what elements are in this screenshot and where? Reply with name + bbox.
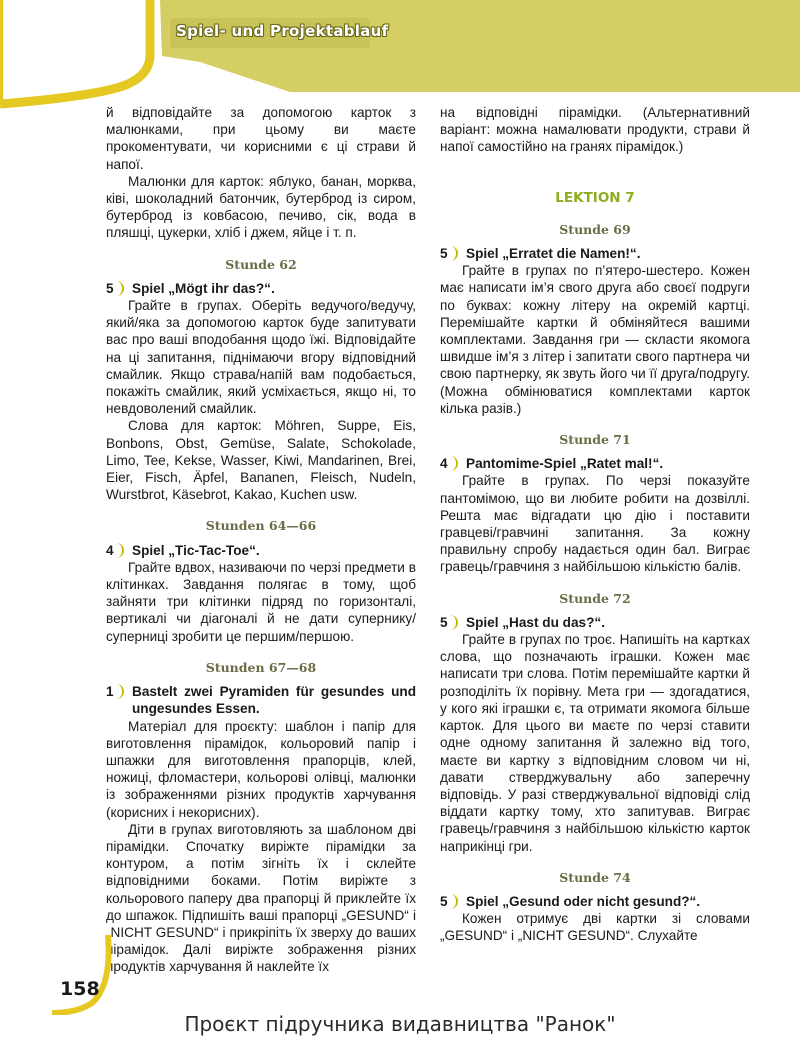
stunde-heading: Stunden 67—68 (205, 659, 317, 675)
task-title: Spiel „Hast du das?“. (466, 614, 605, 630)
paragraph: Кожен отримує дві картки зі словами „GESUND“ і „NICHT GESUND“. Слухайте (440, 911, 750, 944)
task-number: 5 (440, 245, 456, 262)
stunde-heading: Stunde 69 (559, 221, 631, 237)
page-number: 158 (60, 978, 100, 1000)
task-title: Spiel „Gesund oder nicht gesund?“. (466, 893, 701, 909)
left-column (106, 104, 416, 976)
task-number: 1 (106, 683, 122, 700)
paragraph: Грайте в групах. Оберіть ведучого/ведучу, який/яка за допомогою карток буде запитувати вас про ваші вподобання щодо їжі. Відповідайте на ці запитання, піднімаючи вгору відповідний смайлик. Якщо страва/напій вам подобається, покажіть смайлик, який усміхається, якщо ні, то невдоволений смайлик. (106, 298, 416, 417)
stunde-heading: Stunde 71 (559, 432, 631, 448)
paragraph: Слова для карток: Möhren, Suppe, Eis, Bonbons, Obst, Gemüse, Salate, Schokolade, Limo, Tee, Kekse, Wasser, Kiwi, Mandarinen, Brei, Eier, Fisch, Äpfel, Bananen, Fleisch, Nudeln, Wurstbrot, Käsebrot, Kakao, Kuchen usw. (106, 418, 416, 503)
paragraph: Діти в групах виготовляють за шаблоном дві пірамідки. Спочатку виріжте пірамідки за контуром, а потім зігніть їх і склейте відповідними боками. Потім виріжте з кольорового паперу два прапорці й приклейте їх до шпажок. Підпишіть ваші прапорці „GESUND“ і „NICHT GESUND“ і прикріпіть їх зверху до ваших пірамідок. Далі виріжте зображення різних продуктів харчування й наклейте їх (106, 821, 416, 975)
task-title: Spiel „Erratet die Namen!“. (466, 246, 641, 262)
paragraph: на відповідні пірамідки. (Альтернативний варіант: можна намалювати продукти, страви й напої самостійно на гранях пірамідок.) (440, 105, 750, 155)
header-title: Spiel- und Projektablauf (176, 22, 389, 40)
page-header (0, 0, 800, 110)
task-title: Pantomime-Spiel „Ratet mal!“. (466, 456, 664, 472)
task-title: Spiel „Mögt ihr das?“. (132, 280, 275, 296)
task-heading (106, 683, 416, 717)
paragraph: Малюнки для карток: яблуко, банан, морква, ківі, шоколадний батончик, бутерброд із сиром, бутерброд із ковбасою, печиво, сік, вода в пляшці, цукерки, хліб і джем, яйце і т. п. (106, 173, 416, 241)
task-title: Bastelt zwei Pyramiden für gesundes und ungesundes Essen. (132, 684, 416, 717)
task-number: 4 (106, 542, 122, 559)
task-heading (440, 455, 750, 472)
task-number: 4 (440, 455, 456, 472)
paragraph: й відповідайте за допомогою карток з малюнками, при цьому ви маєте прокоментувати, чи корисними є ці страви й напої. (106, 105, 416, 172)
lektion-heading: LEKTION 7 (555, 189, 635, 206)
task-number: 5 (440, 893, 456, 910)
paragraph: Грайте в групах. По черзі показуйте пантомімою, що ви любите робити на дозвіллі. Решта має відгадати цю дію і поставити гравцеві/гравчині запитання. За кожну правильну спробу надається один бал. Виграє гравець/гравчиня з найбільшою кількістю балів. (440, 473, 750, 575)
task-heading (440, 614, 750, 631)
task-heading (106, 280, 416, 297)
task-heading (440, 893, 750, 910)
task-title: Spiel „Tic-Tac-Toe“. (132, 542, 260, 558)
paragraph: Грайте в групах по троє. Напишіть на картках слова, що позначають іграшки. Кожен має написати три слова. Потім перемішайте картки й розподіліть їх порівну. Мета гри — здогадатися, у кого які іграшки є, та отримати якомога більше карток. Для цього ви маєте по черзі ставити одне одному запитання й залежно від того, маєте ви картку з відповідним словом чи ні, давати стверджувальну або заперечну відповідь. У разі стверджувальної відповіді слід віддати картку тому, хто запитував. Виграє гравець/гравчиня з найбільшою кількістю карток наприкінці гри. (440, 632, 750, 854)
task-heading (440, 245, 750, 262)
task-heading (106, 542, 416, 559)
header-decoration (0, 0, 800, 110)
stunde-heading: Stunden 64—66 (205, 518, 317, 534)
stunde-heading: Stunde 72 (559, 590, 631, 606)
task-number: 5 (106, 280, 122, 297)
stunde-heading: Stunde 74 (559, 869, 631, 885)
stunde-heading: Stunde 62 (225, 256, 297, 272)
paragraph: Грайте в групах по п’ятеро-шестеро. Кожен має написати ім’я свого друга або своєї подруги по буквах: кожну літеру на окремій картці. Перемішайте картки й обміняйтеся вашими комплектами. Завдання гри — скласти якомога швидше ім’я з літер і запитати свого партнера чи свою партнерку, як звуть його чи її друга/подругу. (Можна обмінюватися комплектами карток кілька разів.) (440, 263, 750, 416)
footer-text: Проєкт підручника видавництва "Ранок" (184, 1012, 616, 1036)
task-number: 5 (440, 614, 456, 631)
paragraph: Матеріал для проєкту: шаблон і папір для виготовлення пірамідок, кольоровий папір і шпажки для виготовлення прапорців, клей, ножиці, фломастери, кольорові олівці, малюнки із зображеннями різних продуктів харчування (корисних і некорисних). (106, 718, 416, 820)
right-column (440, 104, 750, 945)
paragraph: Грайте вдвох, називаючи по черзі предмети в клітинках. Завдання полягає в тому, щоб зайняти три клітинки підряд по горизонталі, вертикалі чи діагоналі й не дати супернику/суперниці зробити це першим/першою. (106, 559, 416, 644)
page-number-decoration (52, 935, 122, 1015)
